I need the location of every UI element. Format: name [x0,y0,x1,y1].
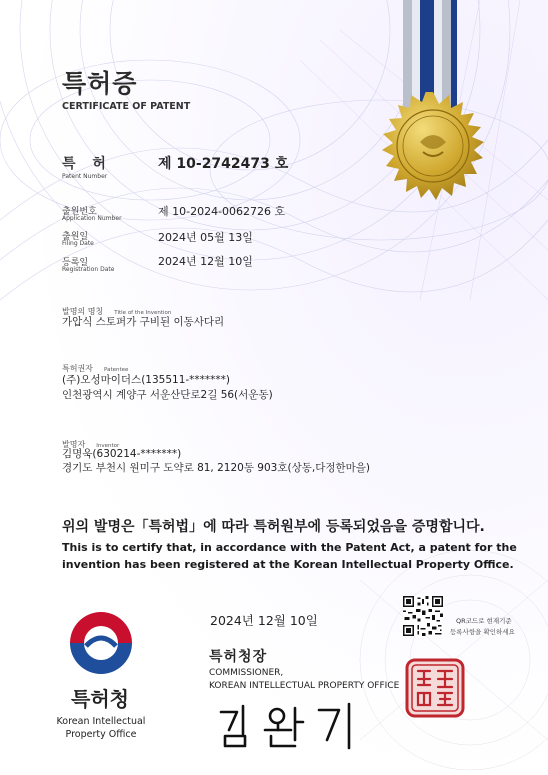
qr-caption-line2: 등록사항을 확인하세요 [450,628,515,636]
invention-title-value: 가압식 스토퍼가 구비된 이동사다리 [62,316,225,328]
application-number-value: 제 10-2024-0062726 호 [158,205,286,218]
application-number-label-en: Application Number [62,215,122,222]
official-stamp-icon [404,657,466,719]
filing-date-label-en: Filing Date [62,240,94,247]
patentee-name: (주)오성마이더스(135511-*******) [62,374,231,386]
office-name-ko: 특허청 [71,687,129,711]
certification-statement-ko: 위의 발명은「특허법」에 따라 특허원부에 등록되었음을 증명합니다. [62,519,485,535]
certification-statement-en-line2: invention has been registered at the Korean Intellectual Property Office. [62,558,514,571]
kipo-logo-icon [66,608,136,678]
invention-label-ko: 발명의 명칭 [62,307,104,316]
qr-code-icon[interactable] [403,596,443,636]
signature [215,700,365,750]
inventor-label-en: Inventor [96,443,120,449]
certificate-title-en: CERTIFICATE OF PATENT [62,101,191,112]
patentee-address: 인천광역시 계양구 서운산단로2길 56(서운동) [62,389,273,401]
registration-date-label-ko: 등록일 [62,258,89,268]
inventor-label-ko: 발명자 [62,440,86,449]
patentee-label-en: Patentee [104,367,129,373]
qr-caption-line1: QR코드로 현재기준 [456,617,512,625]
inventor-address: 경기도 부천시 원미구 도약로 81, 2120동 903호(상동,다정한마을) [62,462,371,474]
patent-number-label-en: Patent Number [62,173,108,180]
certification-statement-en-line1: This is to certify that, in accordance with the Patent Act, a patent for the [62,541,517,554]
office-name-en-line1: Korean Intellectual [56,716,146,727]
inventor-name: 김명욱(630214-*******) [62,448,182,460]
issue-date: 2024년 12월 10일 [210,613,318,628]
registration-date-label-en: Registration Date [62,266,115,273]
filing-date-value: 2024년 05월 13일 [158,231,253,244]
patentee-label-ko: 특허권자 [62,364,93,373]
commissioner-title-en-line1: COMMISSIONER, [209,668,284,678]
application-number-label-ko: 출원번호 [62,207,97,217]
filing-date-label-ko: 출원일 [62,232,89,242]
patent-number-label-ko: 특 허 [62,156,112,172]
commissioner-title-en-line2: KOREAN INTELLECTUAL PROPERTY OFFICE [209,681,400,691]
commissioner-title-ko: 특허청장 [209,649,268,665]
patent-number-value: 제 10-2742473 호 [158,156,289,172]
office-name-en-line2: Property Office [65,729,137,740]
registration-date-value: 2024년 12월 10일 [158,255,253,268]
certificate-title-ko: 특허증 [62,69,138,98]
invention-label-en: Title of the Invention [114,310,172,316]
gold-seal-icon [378,92,488,202]
